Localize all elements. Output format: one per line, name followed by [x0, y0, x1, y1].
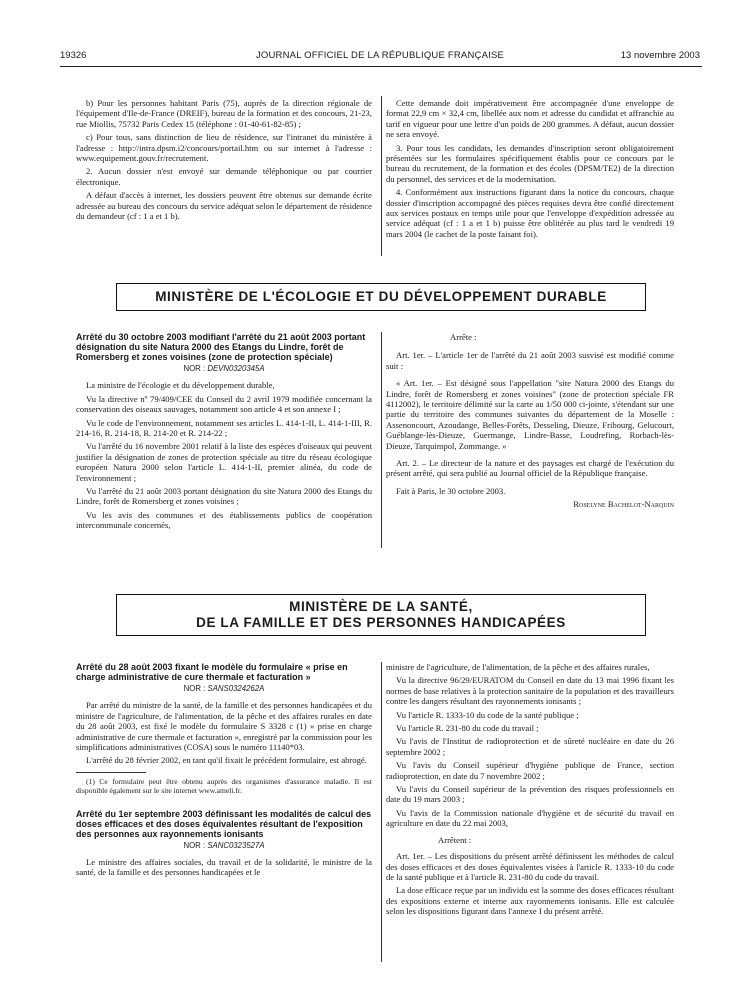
article: Art. 1er. – L'article 1er de l'arrêté du 21 août 2003 susvisé est modifié comme suit :	[386, 350, 674, 371]
nor-label: NOR :	[183, 840, 206, 850]
paragraph: 2. Aucun dossier n'est envoyé sur demande téléphonique ou par courrier électronique.	[76, 166, 372, 187]
article: « Art. 1er. – Est désigné sous l'appellation "site Natura 2000 des Etangs du Lindre, forêt de Romersberg et zones voisines" (zone de protection spéciale FR 4112002), le territoire délimité sur la carte au 1/50 000 ci-jointe, s'étendant sur une partie du territoire des communes suivantes du département de la Moselle : Assenoncourt, Azoudange, Belles-Forêts, Desseling, Dieuze, Fribourg, Gelucourt, Guéblange-lès-Dieuze, Guermange, Lindre-Basse, Loudrefing, Rorbach-lès-Dieuze, Tarquimpol, Zommange. »	[386, 378, 674, 451]
paragraph: Vu l'article R. 1333-10 du code de la santé publique ;	[396, 709, 579, 720]
sante-left-column	[76, 662, 372, 881]
paragraph: Vu l'avis de la Commission nationale d'hygiène et de sécurité du travail en agriculture en date du 22 mai 2003,	[386, 807, 674, 829]
ecologie-right-column	[386, 332, 674, 510]
paragraph: 3. Pour tous les candidats, les demandes d'inscription seront obligatoirement présentées sur les formulaires spécifiquement établis pour ce concours par le bureau du recrutement, de la formation et des écoles (DPSM/TE2) de la direction du personnel, des services et de la modernisation.	[386, 142, 674, 184]
ministry-title-line2: DE LA FAMILLE ET DES PERSONNES HANDICAPÉES	[196, 615, 566, 630]
paragraph: Vu la directive nº 79/409/CEE du Conseil du 2 avril 1979 modifiée concernant la conservation des oiseaux sauvages, notamment son article 4 et son annexe I ;	[76, 393, 372, 415]
paragraph: La dose efficace reçue par un individu est la somme des doses efficaces résultant des expositions externe et interne aux rayonnements ionisants. Elle est calculée selon les dispositions figurant dans l'annexe I du présent arrêté.	[386, 885, 674, 917]
header-rule	[60, 66, 702, 67]
paragraph: Par arrêté du ministre de la santé, de la famille et des personnes handicapées et du ministre de l'agriculture, de l'alimentation, de la pêche et des affaires rurales en date du 28 août 2003, est fixé le modèle du formulaire S 3328 c (1) « prise en charge administrative de cure thermale et facturation », enregistré par la commission pour les simplifications administratives (COSA) sous le numéro 11140*03.	[76, 700, 372, 753]
page-number: 19326	[60, 50, 87, 61]
ecologie-left-column	[76, 332, 372, 534]
column-divider	[381, 96, 382, 256]
ministry-title-line1: MINISTÈRE DE LA SANTÉ,	[289, 599, 473, 614]
paragraph: A défaut d'accès à internet, les dossiers peuvent être obtenus sur demande écrite adressée au bureau des concours du service adéquat selon le département de résidence du demandeur (cf : 1 a et 1 b).	[76, 190, 372, 222]
paragraph: Vu le code de l'environnement, notamment ses articles L. 414-1-II, L. 414-1-III, R. 214-16, R. 214-18, R. 214-20 et R. 214-22 ;	[76, 417, 372, 439]
paragraph: La ministre de l'écologie et du développement durable,	[86, 380, 275, 391]
paragraph: Vu l'avis du Conseil supérieur de la prévention des risques professionnels en date du 19 mars 2003 ;	[386, 784, 674, 805]
issue-date: 13 novembre 2003	[620, 50, 700, 61]
paragraph: b) Pour les personnes habitant Paris (75), auprès de la direction régionale de l'équipement d'Ile-de-France (DREIF), bureau de la formation et des concours, 21-23, rue Miollis, 75732 Paris Cedex 15 (téléphone : 01-40-61-82-85) ;	[76, 98, 372, 129]
nor-label: NOR :	[183, 684, 206, 693]
arrete-heading: Arrête :	[450, 332, 477, 342]
footnote: (1) Ce formulaire peut être obtenu auprès des organismes d'assurance maladie. Il est disponible également sur le site internet www.ameli.fr.	[76, 776, 372, 796]
paragraph: Vu l'avis du Conseil supérieur d'hygiène publique de France, section radioprotection, en date du 7 novembre 2002 ;	[386, 760, 674, 781]
signature: Roselyne Bachelot-Narquin	[573, 499, 674, 510]
paragraph: ministre de l'agriculture, de l'alimentation, de la pêche et des affaires rurales,	[386, 662, 650, 672]
decree-title: Arrêté du 1er septembre 2003 définissant les modalités de calcul des doses efficaces et des doses équivalentes résultant de l'exposition des personnes aux rayonnements ionisants	[76, 808, 372, 839]
column-divider	[381, 332, 382, 548]
column-divider	[381, 662, 382, 962]
paragraph: Le ministre des affaires sociales, du travail et de la solidarité, le ministre de la santé, de la famille et des personnes handicapées et le	[76, 857, 372, 878]
paragraph: Vu l'avis de l'Institut de radioprotection et de sûreté nucléaire en date du 26 septembre 2002 ;	[386, 736, 674, 757]
paragraph: Vu la directive 96/29/EURATOM du Conseil en date du 13 mai 1996 fixant les normes de base relatives à la protection sanitaire de la population et des travailleurs contre les dangers résultant des rayonnements ionisants ;	[386, 675, 674, 707]
ministry-title: MINISTÈRE DE L'ÉCOLOGIE ET DU DÉVELOPPEMENT DURABLE	[155, 289, 607, 304]
nor-code: SANS0324262A	[207, 684, 265, 693]
ministry-banner	[116, 594, 646, 636]
article: Art. 2. – Le directeur de la nature et des paysages est chargé de l'exécution du présent arrêté, qui sera publié au Journal officiel de la République française.	[386, 458, 674, 479]
top-right-column	[386, 98, 674, 242]
paragraph: c) Pour tous, sans distinction de lieu de résidence, sur l'intranet du ministère à l'adresse : http://intra.dpsm.i2/concours/portail.htm ou sur internet à l'adresse : www.equipement.gouv.fr/recrutement.	[76, 132, 372, 164]
nor-label: NOR :	[183, 364, 206, 373]
paragraph: Vu les avis des communes et des établissements publics de coopération intercommunale concernés,	[76, 509, 372, 531]
top-left-column	[76, 98, 372, 224]
paragraph: 4. Conformément aux instructions figurant dans la notice du concours, chaque dossier d'inscription accompagné des pièces requises devra être confié directement aux services postaux en temps utile pour que l'enveloppe d'expédition adressée au service adéquat (cf : 1 a et 1 b) puisse être oblitérée au plus tard le vendredi 19 mars 2004 (le cachet de la poste faisant foi).	[386, 187, 674, 239]
nor-code: SANC0323527A	[207, 840, 265, 850]
nor-reference	[76, 364, 372, 374]
sante-right-column	[386, 662, 674, 920]
page-header	[60, 50, 700, 64]
ministry-banner	[116, 283, 646, 311]
article: Art. 1er. – Les dispositions du présent arrêté définissent les méthodes de calcul des doses efficaces et des doses équivalentes visées à l'article R. 1333-10 du code de la santé publique et à l'article R. 231-80 du code du travail.	[386, 851, 674, 882]
paragraph: Vu l'arrêté du 21 août 2003 portant désignation du site Natura 2000 des Etangs du Lindre, forêt de Romersberg et zones voisines ;	[76, 486, 372, 507]
paragraph: L'arrêté du 28 février 2002, en tant qu'il fixait le précédent formulaire, est abrogé.	[86, 755, 367, 766]
decree-title: Arrêté du 28 août 2003 fixant le modèle du formulaire « prise en charge administrative de cure thermale et facturation »	[76, 662, 348, 682]
paragraph: Cette demande doit impérativement être accompagnée d'une enveloppe de format 22,9 cm × 32,4 cm, libellée aux nom et adresse du candidat et affranchie au tarif en vigueur pour une lettre d'un poids de 200 grammes. A défaut, aucun dossier ne sera envoyé.	[386, 98, 674, 140]
footnote-rule	[76, 772, 146, 773]
nor-code: DEVN0320345A	[207, 364, 265, 373]
decree-title: Arrêté du 30 octobre 2003 modifiant l'arrêté du 21 août 2003 portant désignation du site Natura 2000 des Etangs du Lindre, forêt de Romersberg et zones voisines (zone de protection spéciale)	[76, 332, 366, 362]
paragraph: Vu l'arrêté du 16 novembre 2001 relatif à la liste des espèces d'oiseaux qui peuvent justifier la désignation de zones de protection spéciale au titre du réseau écologique européen Natura 2000 selon l'article L. 414-1-II, premier alinéa, du code de l'environnement ;	[76, 441, 372, 483]
arretent-heading: Arrêtent :	[438, 834, 472, 845]
paragraph: Vu l'article R. 231-80 du code du travail ;	[396, 723, 539, 734]
nor-reference	[76, 684, 372, 694]
signing-place-date: Fait à Paris, le 30 octobre 2003.	[396, 485, 506, 496]
journal-title: JOURNAL OFFICIEL DE LA RÉPUBLIQUE FRANÇAISE	[255, 50, 505, 61]
nor-reference	[76, 841, 372, 851]
